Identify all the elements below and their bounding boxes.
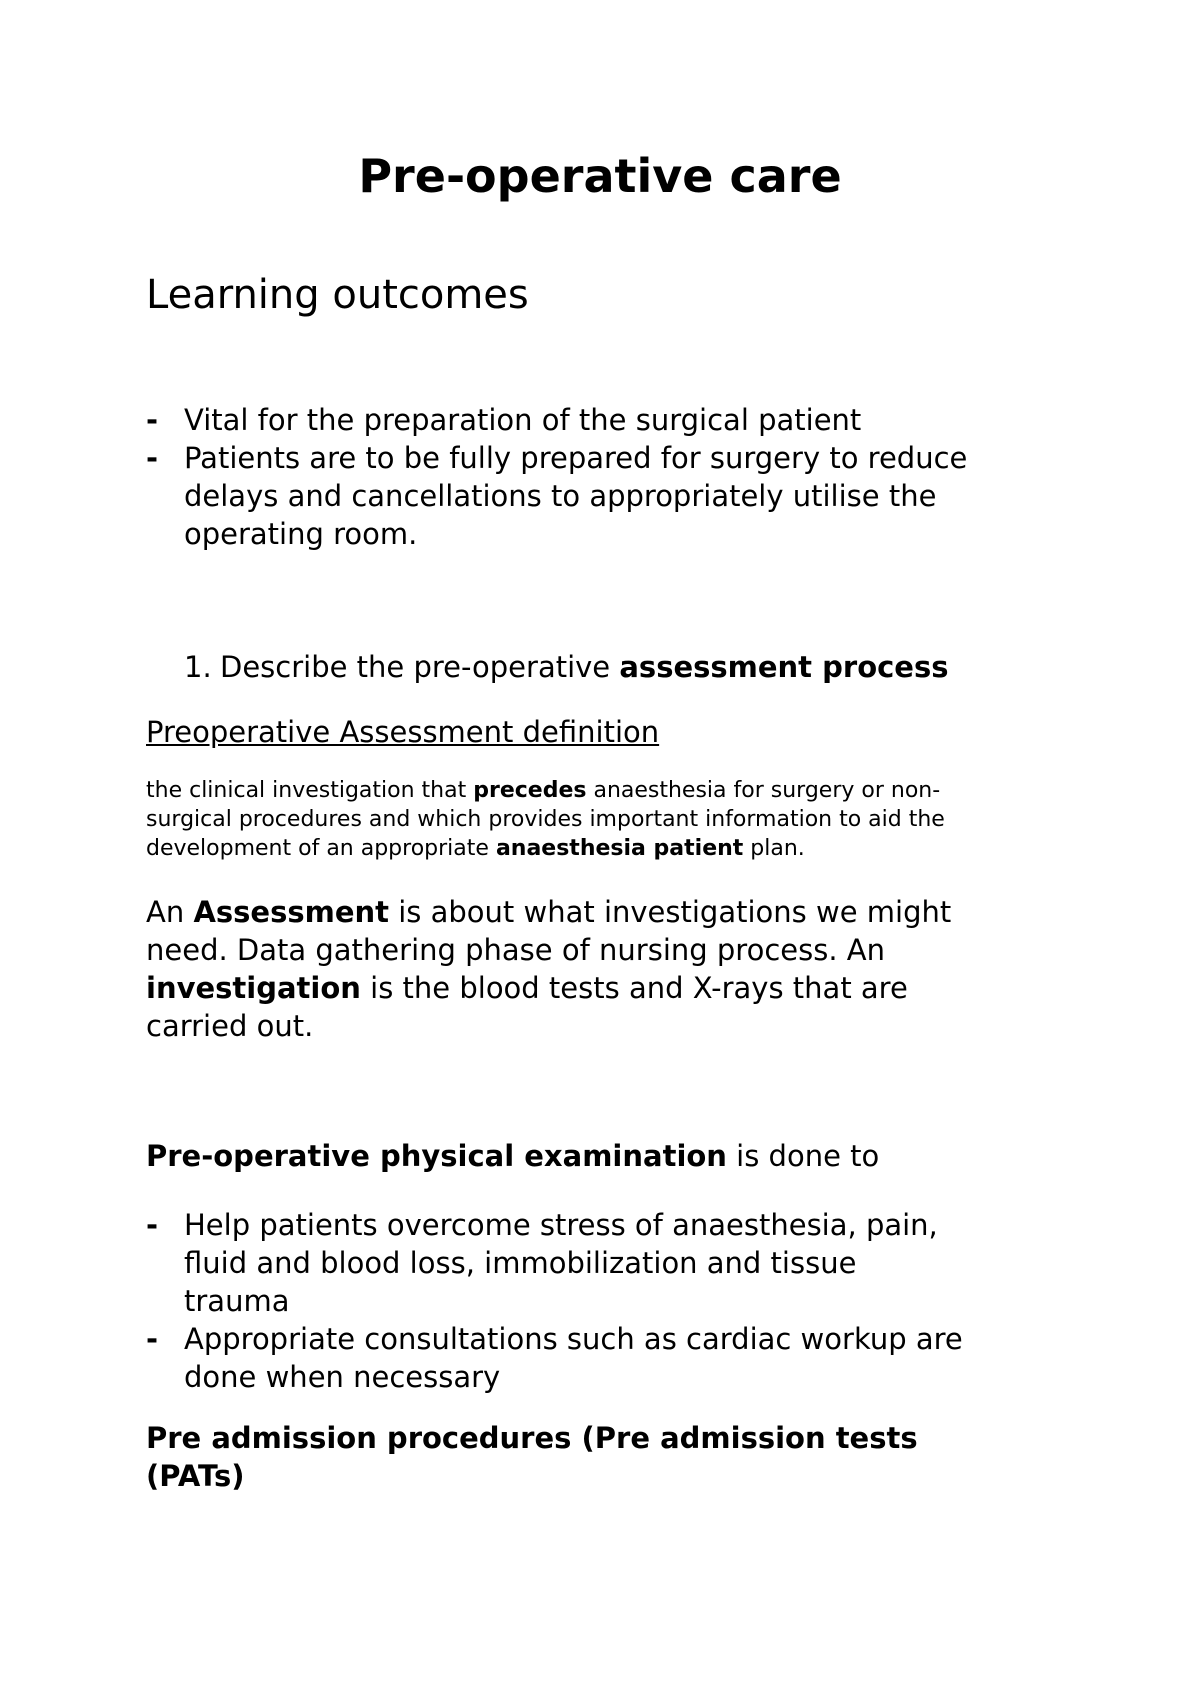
text-run: is the blood tests and X-rays that are — [360, 971, 908, 1005]
paragraph-line — [146, 834, 945, 863]
text-run: is about what investigations we might — [389, 895, 952, 929]
text-run: development of an appropriate — [146, 836, 496, 861]
bold-run: Assessment — [193, 895, 389, 929]
item-number: 1. — [184, 650, 212, 684]
paragraph-line: need. Data gathering phase of nursing process. An — [146, 933, 885, 967]
learning-outcomes-heading: Learning outcomes — [146, 272, 529, 318]
list-item-text: operating room. — [184, 517, 418, 551]
paragraph-line: surgical procedures and which provides important information to aid the — [146, 807, 945, 832]
bold-run: investigation — [146, 971, 361, 1005]
paragraph-line — [146, 969, 951, 1007]
physical-exam-list — [146, 1206, 963, 1396]
list-item-text: done when necessary — [184, 1360, 501, 1394]
bold-run: Pre-operative physical examination — [146, 1139, 727, 1173]
list-item-text: Vital for the preparation of the surgical patient — [184, 403, 862, 437]
assessment-paragraph — [146, 893, 951, 1045]
bullet-dash: - — [146, 1322, 159, 1356]
list-item-text: fluid and blood loss, immobilization and tissue — [184, 1246, 857, 1280]
numbered-item — [184, 648, 949, 686]
list-item — [146, 401, 967, 439]
list-item — [146, 439, 967, 553]
list-item-text: trauma — [184, 1284, 290, 1318]
page-title: Pre-operative care — [358, 149, 842, 203]
item-text-bold: assessment process — [619, 650, 949, 684]
paragraph-line — [146, 893, 951, 931]
bullet-dash: - — [146, 441, 159, 475]
text-run: anaesthesia for surgery or non- — [586, 778, 941, 803]
physical-exam-heading — [146, 1137, 879, 1175]
text-run: An — [146, 895, 194, 929]
learning-outcomes-list — [146, 401, 967, 553]
paragraph-line — [146, 776, 945, 805]
bold-run: precedes — [473, 778, 587, 803]
list-item-text: Appropriate consultations such as cardiac workup are — [184, 1322, 963, 1356]
item-text: Describe the pre-operative — [220, 650, 620, 684]
heading-line: (PATs) — [146, 1459, 245, 1493]
bullet-dash: - — [146, 1208, 159, 1242]
list-item-text: delays and cancellations to appropriately utilise the — [184, 479, 937, 513]
definition-heading: Preoperative Assessment definition — [146, 715, 660, 749]
text-run: the clinical investigation that — [146, 778, 474, 803]
pre-admission-heading — [146, 1419, 918, 1495]
bullet-dash: - — [146, 403, 159, 437]
list-item-text: Patients are to be fully prepared for surgery to reduce — [184, 441, 968, 475]
list-item — [146, 1320, 963, 1396]
text-run: is done to — [726, 1139, 880, 1173]
paragraph-line: carried out. — [146, 1009, 314, 1043]
definition-paragraph — [146, 776, 945, 863]
bold-run: anaesthesia patient — [495, 836, 744, 861]
list-item — [146, 1206, 963, 1320]
list-item-text: Help patients overcome stress of anaesthesia, pain, — [184, 1208, 938, 1242]
text-run: plan. — [743, 836, 805, 861]
heading-line: Pre admission procedures (Pre admission tests — [146, 1421, 918, 1455]
